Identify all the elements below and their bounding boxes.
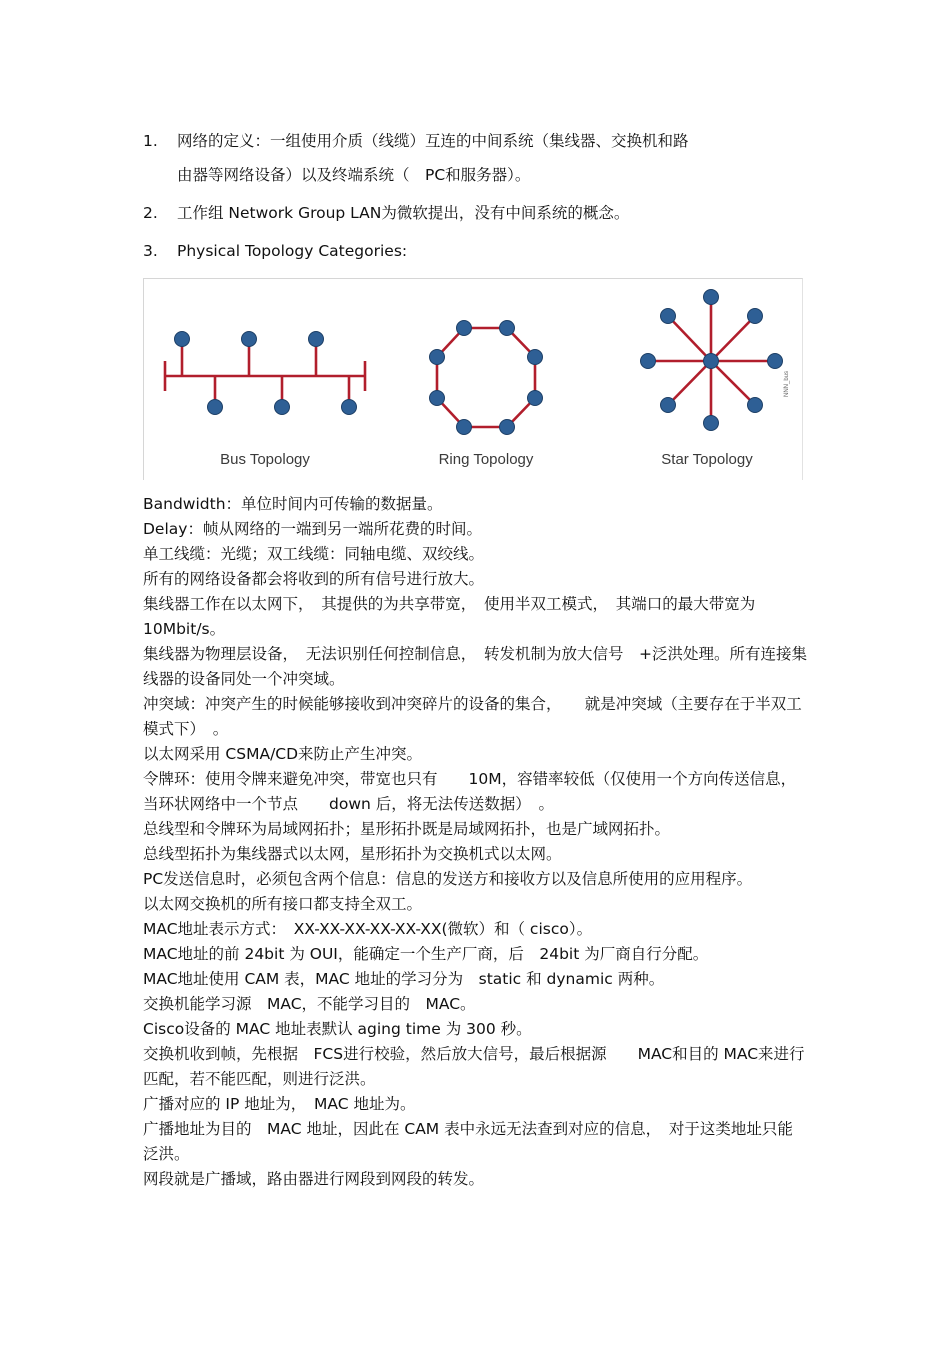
list-number: 1. <box>143 132 158 150</box>
list-item <box>143 234 823 268</box>
note-paragraph: 以太网交换机的所有接口都支持全双工。 <box>143 895 423 913</box>
star-topology <box>641 290 791 431</box>
star-node <box>704 416 719 431</box>
bus-topology <box>165 339 365 407</box>
list-text-cont: 由器等网络设备）以及终端系统（ PC和服务器）。 <box>177 166 531 184</box>
star-node <box>768 354 783 369</box>
star-node <box>748 398 763 413</box>
note-paragraph: 单工线缆：光缆；双工线缆：同轴电缆、双绞线。 <box>143 545 485 563</box>
figure-side-mark: NNN_bus <box>784 370 790 397</box>
ring-node <box>457 420 472 435</box>
note-paragraph: Bandwidth：单位时间内可传输的数据量。 <box>143 495 443 513</box>
list-item <box>143 124 823 192</box>
note-paragraph: 交换机能学习源 MAC，不能学习目的 MAC。 <box>143 995 476 1013</box>
star-hub <box>704 354 719 369</box>
note-paragraph: 广播对应的 IP 地址为， MAC 地址为。 <box>143 1095 416 1113</box>
ring-node <box>528 391 543 406</box>
numbered-list <box>143 124 823 268</box>
note-paragraph: MAC地址的前 24bit 为 OUI，能确定一个生产厂商，后 24bit 为厂商自行分配。 <box>143 945 709 963</box>
note-paragraph: Cisco设备的 MAC 地址表默认 aging time 为 300 秒。 <box>143 1020 532 1038</box>
ring-node <box>500 321 515 336</box>
star-node <box>661 309 676 324</box>
bus-node <box>175 332 190 347</box>
list-text: Physical Topology Categories: <box>177 242 408 260</box>
note-paragraph: MAC地址表示方式： XX-XX-XX-XX-XX-XX(微软）和（ cisco）。 <box>143 920 593 938</box>
star-caption: Star Topology <box>661 451 753 468</box>
ring-node <box>457 321 472 336</box>
note-paragraph: 网段就是广播域，路由器进行网段到网段的转发。 <box>143 1170 485 1188</box>
topology-diagram <box>144 279 804 481</box>
bus-node <box>309 332 324 347</box>
list-text: 工作组 Network Group LAN为微软提出，没有中间系统的概念。 <box>177 204 630 222</box>
ring-node <box>430 350 445 365</box>
note-paragraph: 令牌环：使用令牌来避免冲突，带宽也只有 10M，容错率较低（仅使用一个方向传送信息，当环状网络中一个节点 down 后，将无法传送数据） 。 <box>143 770 797 813</box>
list-number: 3. <box>143 242 158 260</box>
bus-node <box>242 332 257 347</box>
note-paragraph: 交换机收到帧，先根据 FCS进行校验，然后放大信号，最后根据源 MAC和目的 MAC来进行匹配，若不能匹配，则进行泛洪。 <box>143 1045 805 1088</box>
bus-node <box>208 400 223 415</box>
ring-link <box>437 328 535 427</box>
note-paragraph: 集线器为物理层设备， 无法识别任何控制信息， 转发机制为放大信号 +泛洪处理。所有连接集线器的设备同处一个冲突域。 <box>143 645 807 688</box>
note-paragraph: 冲突域：冲突产生的时候能够接收到冲突碎片的设备的集合， 就是冲突域（主要存在于半双工模式下） 。 <box>143 695 802 738</box>
bus-caption: Bus Topology <box>220 451 310 468</box>
note-paragraph: 所有的网络设备都会将收到的所有信号进行放大。 <box>143 570 485 588</box>
note-paragraph: 总线型和令牌环为局域网拓扑；星形拓扑既是局域网拓扑，也是广域网拓扑。 <box>143 820 671 838</box>
star-node <box>641 354 656 369</box>
bus-node <box>275 400 290 415</box>
note-paragraph: Delay：帧从网络的一端到另一端所花费的时间。 <box>143 520 482 538</box>
star-node <box>748 309 763 324</box>
ring-caption: Ring Topology <box>438 451 534 468</box>
note-paragraph: 以太网采用 CSMA/CD来防止产生冲突。 <box>143 745 423 763</box>
note-paragraph: 集线器工作在以太网下， 其提供的为共享带宽， 使用半双工模式， 其端口的最大带宽为 10Mbit/s。 <box>143 595 756 638</box>
note-paragraph: MAC地址使用 CAM 表，MAC 地址的学习分为 static 和 dynamic 两种。 <box>143 970 665 988</box>
ring-node <box>500 420 515 435</box>
ring-topology <box>430 321 543 435</box>
ring-node <box>430 391 445 406</box>
topology-figure <box>143 278 803 480</box>
list-item <box>143 196 823 230</box>
note-paragraph: 总线型拓扑为集线器式以太网，星形拓扑为交换机式以太网。 <box>143 845 562 863</box>
star-node <box>661 398 676 413</box>
ring-node <box>528 350 543 365</box>
note-paragraph: 广播地址为目的 MAC 地址，因此在 CAM 表中永远无法查到对应的信息， 对于这类地址只能泛洪。 <box>143 1120 793 1163</box>
bus-node <box>342 400 357 415</box>
note-paragraph: PC发送信息时，必须包含两个信息：信息的发送方和接收方以及信息所使用的应用程序。 <box>143 870 753 888</box>
list-text: 网络的定义：一组使用介质（线缆）互连的中间系统（集线器、交换机和路 <box>177 132 689 150</box>
star-node <box>704 290 719 305</box>
ring-nodes <box>430 321 543 435</box>
notes-body <box>143 492 808 1192</box>
list-number: 2. <box>143 204 158 222</box>
bus-nodes <box>175 332 357 415</box>
